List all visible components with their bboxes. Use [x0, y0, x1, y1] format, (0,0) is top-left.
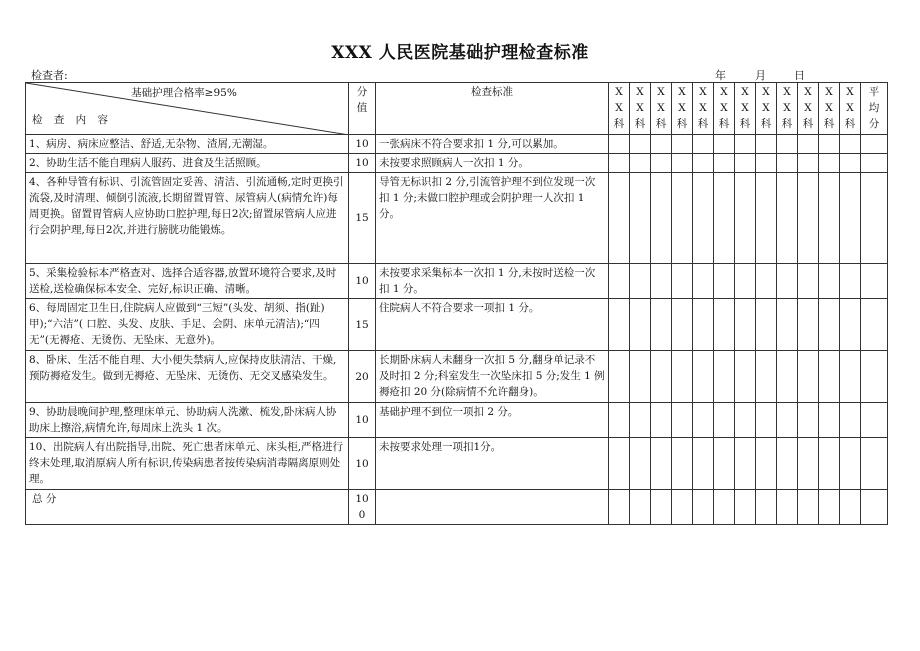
department-header: X X 科 — [777, 83, 798, 135]
score-entry-cell[interactable] — [861, 438, 888, 490]
score-entry-cell[interactable] — [840, 299, 861, 351]
score-entry-cell[interactable] — [651, 351, 672, 403]
score-entry-cell[interactable] — [735, 154, 756, 173]
header-row — [26, 83, 888, 135]
score-entry-cell[interactable] — [735, 403, 756, 438]
score-entry-cell[interactable] — [630, 173, 651, 264]
check-content-cell: 6、每周固定卫生日,住院病人应做到“三短”(头发、胡须、指(趾)甲);“六洁”( 口腔、头发、皮肤、手足、会阴、床单元清洁);“四无”(无褥疮、无烫伤、无坠床、无意外)。 — [26, 299, 349, 351]
department-header: X X 科 — [630, 83, 651, 135]
score-entry-cell[interactable] — [798, 490, 819, 525]
score-entry-cell[interactable] — [672, 264, 693, 299]
score-entry-cell[interactable] — [630, 351, 651, 403]
score-entry-cell[interactable] — [756, 351, 777, 403]
score-entry-cell[interactable] — [819, 403, 840, 438]
score-entry-cell[interactable] — [714, 490, 735, 525]
criteria-cell: 长期卧床病人未翻身一次扣 5 分,翻身单记录不及时扣 2 分;科室发生一次坠床扣 5 分;发生 1 例褥疮扣 20 分(除病情不允许翻身)。 — [376, 351, 609, 403]
score-entry-cell[interactable] — [630, 264, 651, 299]
score-entry-cell[interactable] — [651, 135, 672, 154]
table-row — [26, 438, 888, 490]
score-entry-cell[interactable] — [693, 135, 714, 154]
score-entry-cell[interactable] — [609, 135, 630, 154]
score-entry-cell[interactable] — [756, 299, 777, 351]
score-entry-cell[interactable] — [714, 403, 735, 438]
score-entry-cell[interactable] — [609, 490, 630, 525]
score-cell: 10 — [349, 438, 376, 490]
score-entry-cell[interactable] — [777, 264, 798, 299]
score-entry-cell[interactable] — [840, 173, 861, 264]
table-row — [26, 173, 888, 264]
month-label: 月 — [755, 69, 766, 82]
score-entry-cell[interactable] — [672, 438, 693, 490]
score-cell: 20 — [349, 351, 376, 403]
year-label: 年 — [715, 69, 726, 82]
score-cell: 15 — [349, 173, 376, 264]
score-entry-cell[interactable] — [651, 403, 672, 438]
score-entry-cell[interactable] — [735, 264, 756, 299]
score-entry-cell[interactable] — [756, 490, 777, 525]
check-content-cell: 2、协助生活不能自理病人服药、进食及生活照顾。 — [26, 154, 349, 173]
score-entry-cell[interactable] — [756, 403, 777, 438]
score-entry-cell[interactable] — [861, 351, 888, 403]
score-entry-cell[interactable] — [735, 173, 756, 264]
score-entry-cell[interactable] — [777, 438, 798, 490]
score-entry-cell[interactable] — [609, 264, 630, 299]
score-entry-cell[interactable] — [609, 403, 630, 438]
score-entry-cell[interactable] — [672, 299, 693, 351]
score-entry-cell[interactable] — [819, 438, 840, 490]
score-entry-cell[interactable] — [840, 438, 861, 490]
score-entry-cell[interactable] — [861, 154, 888, 173]
score-entry-cell[interactable] — [609, 173, 630, 264]
criteria-cell: 住院病人不符合要求一项扣 1 分。 — [376, 299, 609, 351]
score-entry-cell[interactable] — [735, 438, 756, 490]
score-entry-cell[interactable] — [714, 299, 735, 351]
score-entry-cell[interactable] — [651, 264, 672, 299]
criteria-cell: 未按要求处理一项扣1分。 — [376, 438, 609, 490]
score-entry-cell[interactable] — [777, 173, 798, 264]
score-entry-cell[interactable] — [861, 299, 888, 351]
score-entry-cell[interactable] — [693, 299, 714, 351]
score-entry-cell[interactable] — [798, 173, 819, 264]
score-entry-cell[interactable] — [672, 154, 693, 173]
score-entry-cell[interactable] — [861, 173, 888, 264]
check-content-cell: 5、采集检验标本严格查对、选择合适容器,放置环境符合要求,及时送检,送检确保标本安全、完好,标识正确、清晰。 — [26, 264, 349, 299]
table-row — [26, 264, 888, 299]
score-entry-cell[interactable] — [609, 351, 630, 403]
score-entry-cell[interactable] — [609, 299, 630, 351]
score-entry-cell[interactable] — [798, 403, 819, 438]
score-entry-cell[interactable] — [693, 264, 714, 299]
score-entry-cell[interactable] — [777, 135, 798, 154]
score-entry-cell[interactable] — [672, 135, 693, 154]
check-content-cell: 1、病房、病床应整洁、舒适,无杂物、渣屑,无潮湿。 — [26, 135, 349, 154]
score-entry-cell[interactable] — [861, 135, 888, 154]
criteria-cell: 未按要求采集标本一次扣 1 分,未按时送检一次扣 1 分。 — [376, 264, 609, 299]
score-entry-cell[interactable] — [651, 299, 672, 351]
score-entry-cell[interactable] — [756, 135, 777, 154]
score-entry-cell[interactable] — [714, 264, 735, 299]
score-cell: 15 — [349, 299, 376, 351]
table-row — [26, 135, 888, 154]
check-content-cell: 10、出院病人有出院指导,出院、死亡患者床单元、床头柜,严格进行终末处理,取消原病人所有标识,传染病患者按传染病消毒隔离原则处理。 — [26, 438, 349, 490]
score-entry-cell[interactable] — [630, 490, 651, 525]
page-title: XXX 人民医院基础护理检查标准 — [331, 43, 589, 63]
score-cell: 10 — [349, 154, 376, 173]
score-entry-cell[interactable] — [714, 351, 735, 403]
score-entry-cell[interactable] — [609, 154, 630, 173]
score-entry-cell[interactable] — [819, 299, 840, 351]
department-header: X X 科 — [672, 83, 693, 135]
score-entry-cell[interactable] — [777, 351, 798, 403]
criteria-cell: 一张病床不符合要求扣 1 分,可以累加。 — [376, 135, 609, 154]
table-row — [26, 403, 888, 438]
score-entry-cell[interactable] — [630, 154, 651, 173]
score-entry-cell[interactable] — [693, 154, 714, 173]
department-header: X X 科 — [735, 83, 756, 135]
check-content-cell: 9、协助晨晚间护理,整理床单元、协助病人洗漱、梳发,卧床病人协助床上擦浴,病情允许,每周床上洗头 1 次。 — [26, 403, 349, 438]
department-header: X X 科 — [651, 83, 672, 135]
score-entry-cell[interactable] — [735, 135, 756, 154]
score-entry-cell[interactable] — [672, 351, 693, 403]
score-entry-cell[interactable] — [756, 173, 777, 264]
score-entry-cell[interactable] — [861, 264, 888, 299]
department-header: X X 科 — [756, 83, 777, 135]
score-entry-cell[interactable] — [819, 351, 840, 403]
diagonal-header-cell — [26, 83, 349, 135]
score-entry-cell[interactable] — [777, 154, 798, 173]
score-entry-cell[interactable] — [840, 490, 861, 525]
department-header: X X 科 — [714, 83, 735, 135]
score-cell: 10 — [349, 135, 376, 154]
score-entry-cell[interactable] — [672, 490, 693, 525]
score-entry-cell[interactable] — [609, 438, 630, 490]
table-row — [26, 154, 888, 173]
score-entry-cell[interactable] — [861, 490, 888, 525]
score-entry-cell[interactable] — [714, 173, 735, 264]
department-header: X X 科 — [798, 83, 819, 135]
department-header: X X 科 — [693, 83, 714, 135]
score-entry-cell[interactable] — [651, 490, 672, 525]
score-entry-cell[interactable] — [819, 135, 840, 154]
day-label: 日 — [794, 69, 805, 82]
total-score: 100 — [349, 490, 376, 525]
total-label: 总 分 — [26, 490, 349, 525]
score-entry-cell[interactable] — [630, 299, 651, 351]
score-entry-cell[interactable] — [777, 403, 798, 438]
criteria-cell — [376, 490, 609, 525]
score-entry-cell[interactable] — [798, 135, 819, 154]
score-entry-cell[interactable] — [651, 173, 672, 264]
score-entry-cell[interactable] — [819, 154, 840, 173]
score-entry-cell[interactable] — [798, 299, 819, 351]
score-entry-cell[interactable] — [630, 135, 651, 154]
score-entry-cell[interactable] — [693, 351, 714, 403]
score-entry-cell[interactable] — [630, 403, 651, 438]
check-content-cell: 8、卧床、生活不能自理、大小便失禁病人,应保持皮肤清洁、干燥,预防褥疮发生。做到无褥疮、无坠床、无烫伤、无交叉感染发生。 — [26, 351, 349, 403]
pass-rate-label: 基础护理合格率≥95% — [131, 87, 237, 99]
content-header: 检 查 内 容 — [32, 114, 113, 126]
score-entry-cell[interactable] — [840, 135, 861, 154]
department-header: X X 科 — [609, 83, 630, 135]
score-entry-cell[interactable] — [630, 438, 651, 490]
score-entry-cell[interactable] — [819, 264, 840, 299]
score-entry-cell[interactable] — [819, 173, 840, 264]
score-entry-cell[interactable] — [777, 299, 798, 351]
criteria-header: 检查标准 — [376, 83, 609, 135]
inspector-label: 检查者: — [31, 69, 68, 82]
score-entry-cell[interactable] — [798, 438, 819, 490]
score-cell: 10 — [349, 403, 376, 438]
score-entry-cell[interactable] — [840, 154, 861, 173]
criteria-cell: 基础护理不到位一项扣 2 分。 — [376, 403, 609, 438]
score-entry-cell[interactable] — [693, 438, 714, 490]
inspection-table — [25, 82, 888, 525]
department-header: X X 科 — [840, 83, 861, 135]
score-entry-cell[interactable] — [714, 135, 735, 154]
score-cell: 10 — [349, 264, 376, 299]
score-entry-cell[interactable] — [735, 351, 756, 403]
score-entry-cell[interactable] — [693, 490, 714, 525]
score-entry-cell[interactable] — [714, 438, 735, 490]
score-entry-cell[interactable] — [672, 173, 693, 264]
table-row — [26, 351, 888, 403]
score-entry-cell[interactable] — [777, 490, 798, 525]
table-row — [26, 299, 888, 351]
department-header: X X 科 — [819, 83, 840, 135]
score-entry-cell[interactable] — [735, 490, 756, 525]
score-entry-cell[interactable] — [672, 403, 693, 438]
score-entry-cell[interactable] — [714, 154, 735, 173]
score-entry-cell[interactable] — [756, 154, 777, 173]
score-entry-cell[interactable] — [651, 154, 672, 173]
score-entry-cell[interactable] — [840, 351, 861, 403]
score-header: 分 值 — [349, 83, 376, 135]
score-entry-cell[interactable] — [693, 403, 714, 438]
score-entry-cell[interactable] — [798, 351, 819, 403]
criteria-cell: 导管无标识扣 2 分,引流管护理不到位发现一次扣 1 分;未做口腔护理或会阴护理一人次扣 1 分。 — [376, 173, 609, 264]
average-score-header: 平 均 分 — [861, 83, 888, 135]
score-entry-cell[interactable] — [693, 173, 714, 264]
score-entry-cell[interactable] — [798, 154, 819, 173]
score-entry-cell[interactable] — [861, 403, 888, 438]
score-entry-cell[interactable] — [756, 438, 777, 490]
criteria-cell: 未按要求照顾病人一次扣 1 分。 — [376, 154, 609, 173]
score-entry-cell[interactable] — [756, 264, 777, 299]
score-entry-cell[interactable] — [840, 403, 861, 438]
score-entry-cell[interactable] — [819, 490, 840, 525]
score-entry-cell[interactable] — [735, 299, 756, 351]
score-entry-cell[interactable] — [798, 264, 819, 299]
score-entry-cell[interactable] — [840, 264, 861, 299]
score-entry-cell[interactable] — [651, 438, 672, 490]
check-content-cell: 4、各种导管有标识、引流管固定妥善、清洁、引流通畅,定时更换引流袋,及时清理、倾倒引流液,长期留置胃管、尿管病人(病情允许)每周更换。留置胃管病人应协助口腔护理,每日2次;留置尿管病人应进行会阴护理,每日2次,并进行膀胱功能锻炼。 — [26, 173, 349, 264]
total-row — [26, 490, 888, 525]
